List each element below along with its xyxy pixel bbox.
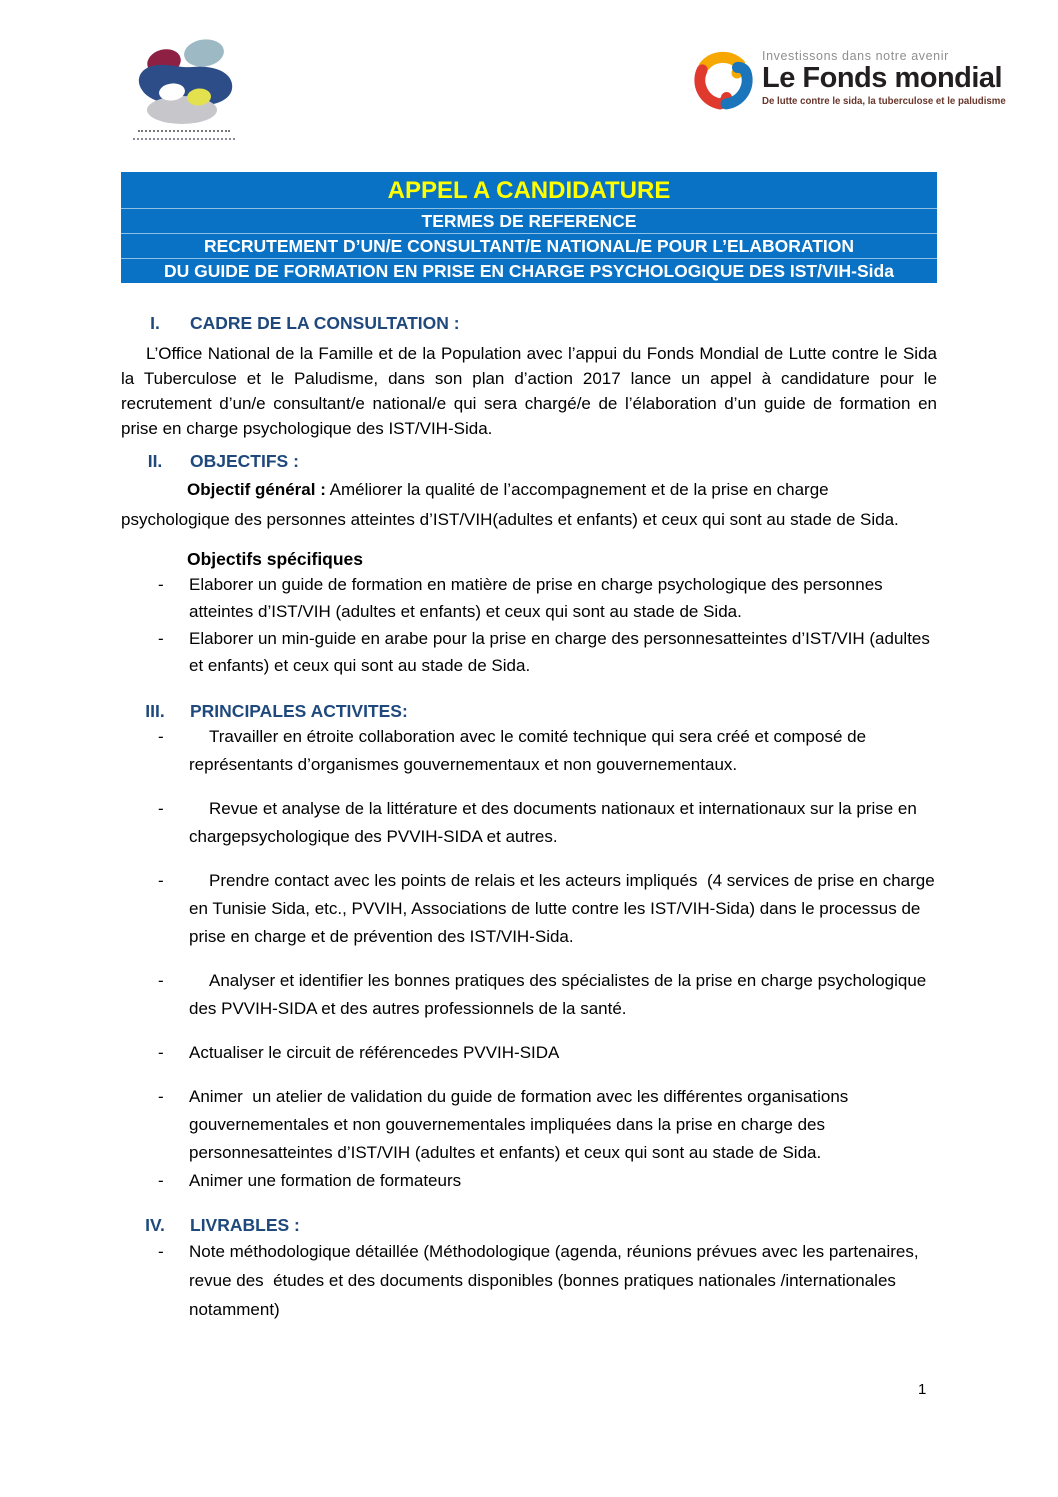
bullet-dash: - <box>158 575 164 594</box>
objectif-general-paragraph <box>121 475 937 535</box>
section-heading-livrables <box>121 1213 937 1237</box>
banner-line-2: TERMES DE REFERENCE <box>121 208 937 233</box>
list-item <box>121 1167 937 1195</box>
bullet-dash: - <box>158 1043 164 1062</box>
section-number: II. <box>147 451 163 471</box>
section-heading-activites <box>121 699 937 723</box>
onfp-logo <box>126 38 242 140</box>
global-fund-tagline-bottom: De lutte contre le sida, la tuberculose et le paludisme <box>762 95 1006 107</box>
list-item-text: Note méthodologique détaillée (Méthodologique (agenda, réunions prévues avec les partenaires, revue des études et des documents disponibles (bonnes pratiques nationales /internationales notamment) <box>189 1242 924 1319</box>
objectifs-specifiques-list <box>121 571 937 679</box>
bullet-dash: - <box>158 629 164 648</box>
onfp-caption-line <box>138 130 230 132</box>
section-number: IV. <box>145 1215 165 1235</box>
page-number: 1 <box>918 1381 927 1398</box>
section-number: I. <box>150 313 160 333</box>
cadre-paragraph: L’Office National de la Famille et de la Population avec l’appui du Fonds Mondial de Lutte contre le Sida la Tuberculose et le Paludisme, dans son plan d’action 2017 lance un appel à candidature pour le recrutement d’un/e consultant/e national/e qui sera chargé/e de l’élaboration d’un guide de formation en prise en charge psychologique des IST/VIH-Sida. <box>121 344 937 438</box>
list-item <box>121 1083 937 1167</box>
activites-list <box>121 723 940 1195</box>
list-item <box>121 1237 937 1324</box>
banner-line-4: DU GUIDE DE FORMATION EN PRISE EN CHARGE PSYCHOLOGIQUE DES IST/VIH-Sida <box>121 258 937 283</box>
objectif-general-text: Améliorer la qualité de l’accompagnement et de la prise en charge psychologique des personnes atteintes d’IST/VIH(adultes et enfants) et ceux qui sont au stade de Sida. <box>121 480 899 529</box>
list-item <box>121 625 937 679</box>
global-fund-name: Le Fonds mondial <box>762 62 1003 94</box>
bullet-dash: - <box>158 871 164 890</box>
section-title: PRINCIPALES ACTIVITES: <box>190 701 408 721</box>
list-item <box>121 795 937 851</box>
section-heading-cadre <box>121 311 937 335</box>
global-fund-tagline-top: Investissons dans notre avenir <box>762 49 949 63</box>
global-fund-logo <box>690 44 1027 112</box>
document-content <box>121 172 940 1324</box>
bullet-dash: - <box>158 1087 164 1106</box>
list-item <box>121 867 940 951</box>
list-item <box>121 723 937 779</box>
onfp-logo-icon <box>128 38 240 124</box>
list-item <box>121 1039 937 1067</box>
banner-line-3: RECRUTEMENT D’UN/E CONSULTANT/E NATIONAL/E POUR L’ELABORATION <box>121 233 937 258</box>
bullet-dash: - <box>158 971 164 990</box>
livrables-list <box>121 1237 937 1324</box>
list-item-text: Revue et analyse de la littérature et des documents nationaux et internationaux sur la prise en chargepsychologique des PVVIH-SIDA et autres. <box>189 799 922 846</box>
bullet-dash: - <box>158 1171 164 1190</box>
section-title: CADRE DE LA CONSULTATION : <box>190 313 460 333</box>
list-item-text: Travailler en étroite collaboration avec le comité technique qui sera créé et composé de représentants d’organismes gouvernementaux et non gouvernementaux. <box>189 727 871 774</box>
objectifs-specifiques-title: Objectifs spécifiques <box>187 549 364 569</box>
objectif-general-label: Objectif général : <box>187 480 326 499</box>
list-item-text: Animer une formation de formateurs <box>189 1171 462 1190</box>
global-fund-icon <box>690 44 754 112</box>
list-item-text: Animer un atelier de validation du guide de formation avec les différentes organisations gouvernementales et non gouvernementales impliquées dans la prise en charge des personnesatteintes d’IST/VIH (adultes et enfants) et ceux qui sont au stade de Sida. <box>189 1087 854 1162</box>
bullet-dash: - <box>158 727 164 746</box>
list-item-text: Analyser et identifier les bonnes pratiques des spécialistes de la prise en charge psychologique des PVVIH-SIDA et des autres professionnels de la santé. <box>189 971 931 1018</box>
bullet-dash: - <box>158 799 164 818</box>
bullet-dash: - <box>158 1242 164 1261</box>
list-item-text: Actualiser le circuit de référencedes PVVIH-SIDA <box>189 1043 560 1062</box>
list-item <box>121 571 937 625</box>
banner-title: APPEL A CANDIDATURE <box>387 177 671 204</box>
list-item <box>121 967 937 1023</box>
section-title: LIVRABLES : <box>190 1215 300 1235</box>
section-number: III. <box>145 701 165 721</box>
list-item-text: Elaborer un min-guide en arabe pour la prise en charge des personnesatteintes d’IST/VIH (adultes et enfants) et ceux qui sont au stade de Sida. <box>189 629 935 675</box>
list-item-text: Elaborer un guide de formation en matière de prise en charge psychologique des personnes atteintes d’IST/VIH (adultes et enfants) et ceux qui sont au stade de Sida. <box>189 575 888 621</box>
section-heading-objectifs <box>121 449 937 473</box>
section-title: OBJECTIFS : <box>190 451 299 471</box>
title-banner <box>121 172 937 283</box>
onfp-caption-line <box>133 138 235 140</box>
list-item-text: Prendre contact avec les points de relais et les acteurs impliqués (4 services de prise en charge en Tunisie Sida, etc., PVVIH, Associations de lutte contre les IST/VIH-Sida) dans le processus de prise en charge et de prévention des IST/VIH-Sida. <box>189 871 940 946</box>
